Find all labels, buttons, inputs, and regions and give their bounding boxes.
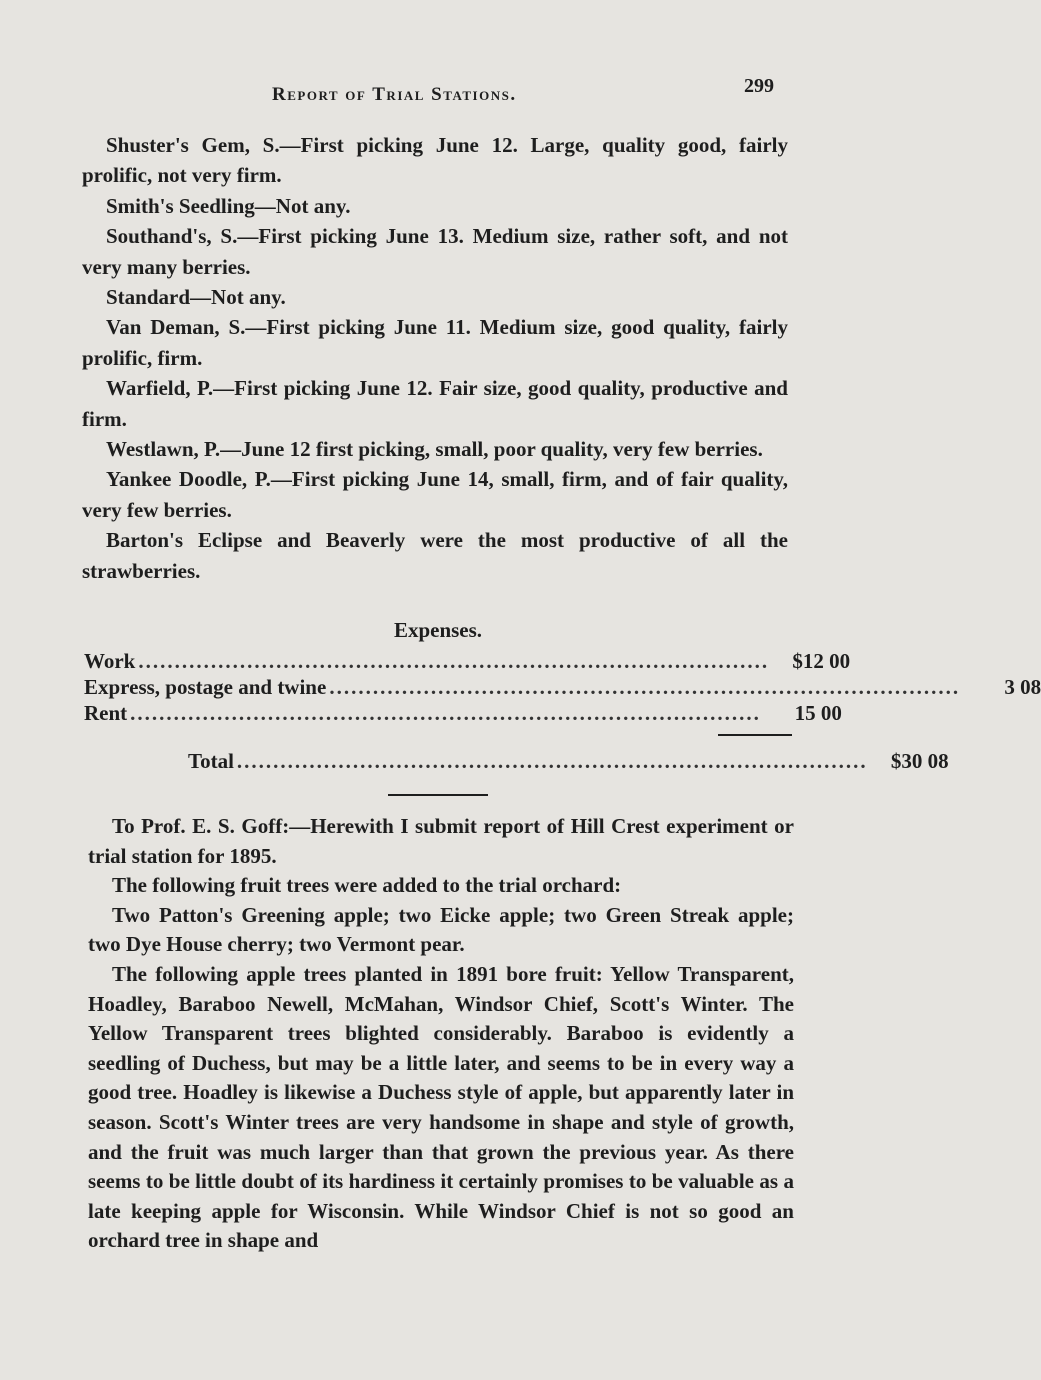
expense-row-rent: Rent ....................................................................................... 15 00 [84,701,842,725]
report-tree-list: Two Patton's Greening apple; two Eicke apple; two Green Streak apple; two Dye House cherry; two Vermont pear. [88,902,794,957]
report-apple-fruiting: The following apple trees planted in 1891 bore fruit: Yellow Transparent, Hoadley, Baraboo Newell, McMahan, Windsor Chief, Scott's Winter. The Yellow Transparent trees blighted considerably. Baraboo is evidently a seedling of Duchess, but may be a little later, and seems to be in every way a good tree. Hoadley is likewise a Duchess style of apple, but apparently later in season. Scott's Winter trees are very handsome in shape and style of growth, and the fruit was much larger than that grown the previous year. As there seems to be little doubt of its hardiness it certainly promises to be valuable as a late keeping apple for Wisconsin. While Windsor Chief is not so good an orchard tree in shape and [88,961,794,1253]
expense-row-work: Work ....................................................................................... $12 00 [84,649,851,673]
entry-southands: Southand's, S.—First picking June 13. Medium size, rather soft, and not very many berries. [82,224,788,279]
section-divider [388,794,488,796]
dot-leader: ....................................................................................... [138,649,770,673]
variety-entries [82,130,788,586]
report-trees-added: The following fruit trees were added to the trial orchard: [112,873,622,898]
expenses-table [84,649,1041,775]
entry-van-deman: Van Deman, S.—First picking June 11. Medium size, good quality, fairly prolific, firm. [82,315,788,370]
dot-leader: ....................................................................................... [329,675,961,699]
entry-warfield: Warfield, P.—First picking June 12. Fair size, good quality, productive and firm. [82,376,788,431]
expense-total-row: Total ....................................................................................... $30 08 [188,749,949,773]
entry-westlawn: Westlawn, P.—June 12 first picking, small, poor quality, very few berries. [106,437,763,462]
page-number: 299 [744,75,774,97]
sum-rule [718,734,792,736]
entry-summary: Barton's Eclipse and Beaverly were the most productive of all the strawberries. [82,528,788,583]
running-title: Report of Trial Stations. [272,84,517,105]
expenses-heading: Expenses. [393,618,483,642]
dot-leader: ....................................................................................... [236,749,868,773]
hill-crest-report [88,812,794,1256]
expenses-section [84,618,1041,775]
dot-leader: ....................................................................................... [130,701,761,725]
page-header [0,72,938,112]
entry-yankee-doodle: Yankee Doodle, P.—First picking June 14, small, firm, and of fair quality, very few berries. [82,467,788,522]
report-salutation: To Prof. E. S. Goff:—Herewith I submit report of Hill Crest experiment or trial station for 1895. [88,814,794,868]
entry-standard: Standard—Not any. [106,285,286,310]
expense-row-express: Express, postage and twine ....................................................................................... 3 08 [84,675,1041,699]
entry-smiths-seedling: Smith's Seedling—Not any. [106,193,351,218]
entry-shusters-gem: Shuster's Gem, S.—First picking June 12. Large, quality good, fairly prolific, not very firm. [82,133,788,188]
